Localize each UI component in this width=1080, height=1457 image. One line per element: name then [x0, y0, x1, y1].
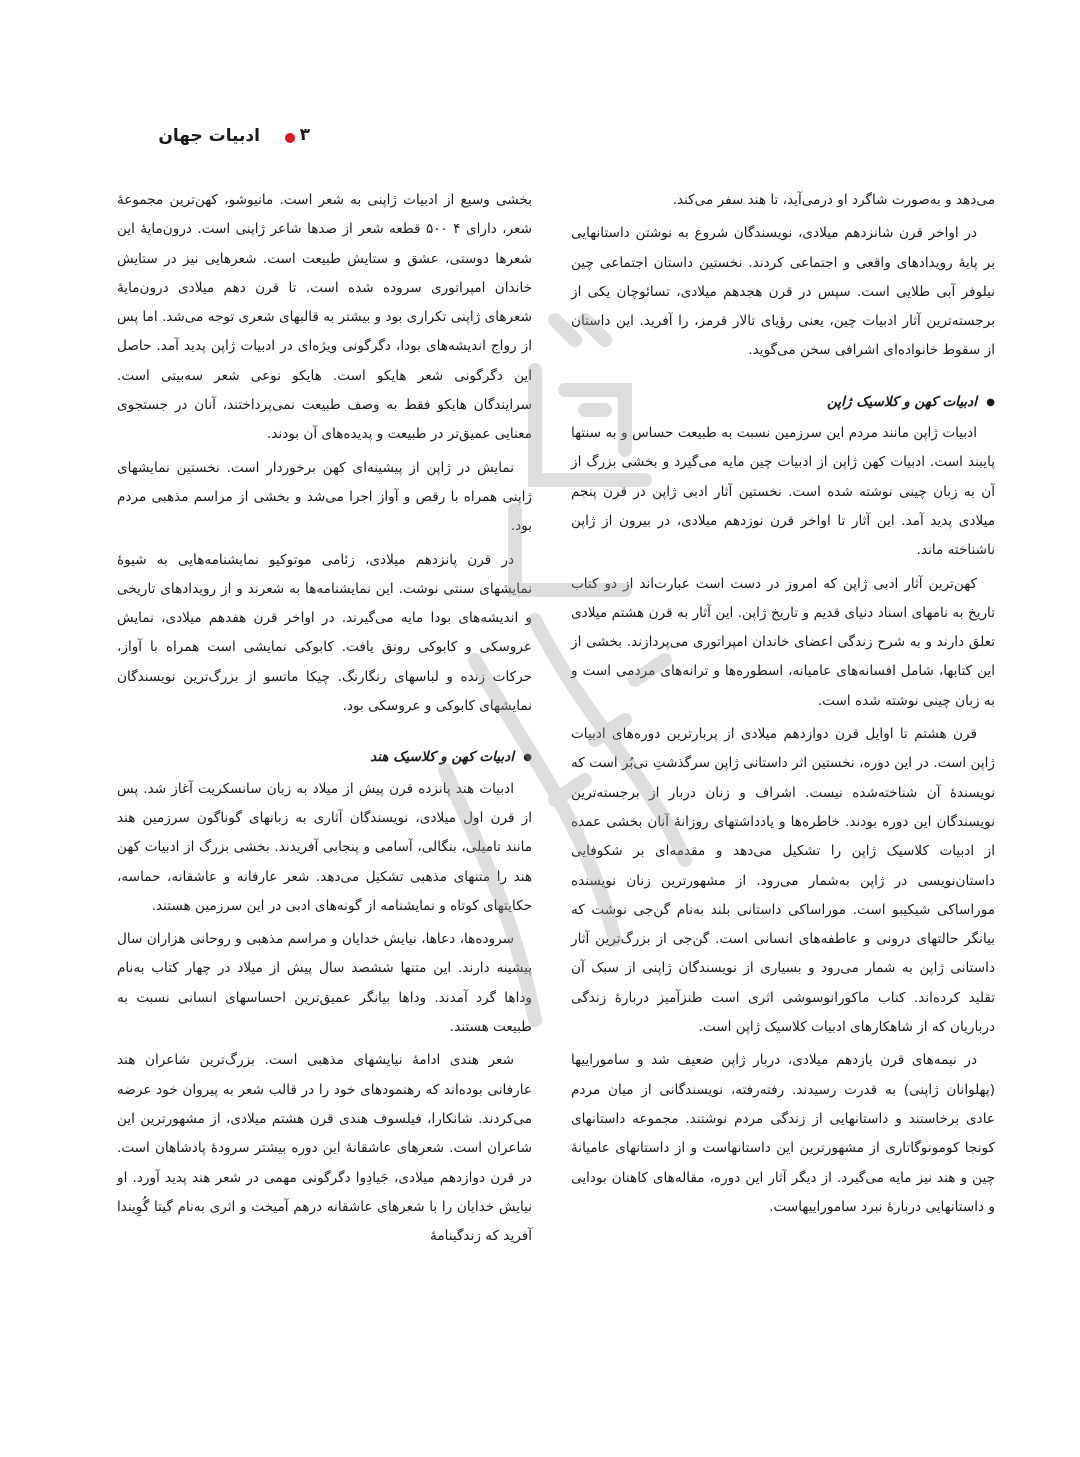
section-heading-japan: ● ادبیات کهن و کلاسیک ژاپن — [571, 388, 995, 417]
paragraph: کهن‌ترین آثار ادبی ژاپن که امروز در دست است عبارت‌اند از دو کتاب تاریخ به نامهای اسناد دنیای قدیم و تاریخ ژاپن. این آثار به قرن هشتم میلادی تعلق دارند و به شرح زندگی اعضای خاندان امپراتوری می‌پردازند. بخشی از این کتابها، شامل افسانه‌های عامیانه، اسطوره‌ها و ترانه‌های مردمی است و به زبان چینی نوشته شده است. — [571, 575, 995, 709]
paragraph: شعر هندی ادامهٔ نیایشهای مذهبی است. بزرگ‌ترین شاعران هند عارفانی بوده‌اند که رهنمودهای خود را در قالب شعر به پیروان خود عرضه می‌کردند. شانکارا، فیلسوف هندی قرن هشتم میلادی، از مشهورترین این شاعران است. شعرهای عاشقانهٔ این دوره بیشتر سرودهٔ پادشاهان است. در قرن دوازدهم میلادی، جَیادِوا دگرگونی مهمی در شعر هند پدید آورد. او نیایش خدایان را با شعرهای عاشقانه درهم آمیخت و اثری به‌نام گیتا گُوِیندا آفرید که زندگینامهٔ — [117, 1052, 532, 1245]
paragraph: در اواخر قرن شانزدهم میلادی، نویسندگان شروع به نوشتن داستانهایی بر پایهٔ رویدادهای واقعی و اجتماعی کردند. نخستین داستان اجتماعی چین نیلوفر آبی طلایی است. سپس در قرن هجدهم میلادی، تسائوچان یکی از برجسته‌ترین آثار ادبیات چین، یعنی رؤیای تالار قرمز، را آفرید. این داستان از سقوط خانواده‌ای اشرافی سخن می‌گوید. — [571, 225, 995, 359]
left-column — [117, 186, 532, 1255]
red-dot-icon — [285, 133, 295, 143]
paragraph: بخشی وسیع از ادبیات ژاپنی به شعر است. مانیوشو، کهن‌ترین مجموعهٔ شعر، دارای ۴ ۵۰۰ قطعه شعر از صدها شاعر ژاپنی است. درون‌مایهٔ این شعرها دوستی، عشق و ستایش طبیعت است. شعرهایی نیز در ستایش خاندان امپراتوری سروده شده است. تا قرن دهم میلادی درون‌مایهٔ شعرهای ژاپنی تکراری بود و بیشتر به قالبهای شعری توجه می‌شد. اما پس از رواج اندیشه‌های بودا، دگرگونی ویژه‌ای در ادبیات ژاپن پدید آمد. حاصل این دگرگونی شعر هایکو است. هایکو نوعی شعر سه‌بیتی است. سرایندگان هایکو فقط به وصف طبیعت نمی‌پرداختند، آنان در جستجوی معنایی عمیق‌تر در طبیعت و پدیده‌های آن بودند. — [117, 192, 532, 443]
paragraph: ادبیات هند پانزده قرن پیش از میلاد به زبان سانسکریت آغاز شد. پس از قرن اول میلادی، نویسندگان آثاری به زبانهای گوناگون سرزمین هند مانند تامیلی، بنگالی، آسامی و پنجابی آفریدند. بخشی بزرگ از ادبیات کهن هند را متنهای مذهبی تشکیل می‌دهد. شعر عارفانه و عاشقانه، حماسه، حکایتهای کوتاه و نمایشنامه از گونه‌های ادبی در این سرزمین هستند. — [117, 780, 532, 914]
paragraph: نمایش در ژاپن از پیشینه‌ای کهن برخوردار است. نخستین نمایشهای ژاپنی همراه با رقص و آواز اجرا می‌شد و بخشی از مراسم مذهبی مردم بود. — [117, 459, 532, 535]
paragraph: سروده‌ها، دعاها، نیایش خدایان و مراسم مذهبی و روحانی هزاران سال پیشینه دارند. این متنها ششصد سال پیش از میلاد در چهار کتاب به‌نام وداها گرد آمدند. وداها بیانگر عمیق‌ترین احساسهای انسانی نسبت به طبیعت هستند. — [117, 931, 532, 1036]
paragraph: قرن هشتم تا اوایل قرن دوازدهم میلادی از پربارترین دوره‌های ادبیات ژاپن است. در این دوره، نخستین اثر داستانی ژاپن سرگذشتِ نی‌بُر است که نویسندهٔ آن شناخته‌شده نیست. اشراف و زنان دربار از برجسته‌ترین نویسندگان این دوره بودند. خاطره‌ها و یادداشتهای روزانهٔ آنان بخشی عمده از ادبیات کلاسیک ژاپن را تشکیل می‌دهد و مقدمه‌ای بر شکوفایی داستان‌نویسی در ژاپن به‌شمار می‌رود. از مشهورترین زنان نویسنده موراساکی شیکیبو است. موراساکی داستانی بلند به‌نام گن‌جی نوشت که بیانگر حالتهای درونی و عاطفه‌های انسانی است. گن‌جی از بزرگ‌ترین آثار داستانی ژاپن به شمار می‌رود و بسیاری از نویسندگان ژاپنی از سبک آن تقلید کرده‌اند. کتاب ماکورانوسوشی اثری است طنزآمیز دربارهٔ زندگی درباریان که از شاهکارهای ادبیات کلاسیک ژاپن است. — [571, 726, 995, 1036]
paragraph: می‌دهد و به‌صورت شاگرد او درمی‌آید، تا هند سفر می‌کند. — [672, 192, 995, 208]
page-number: ۳ — [299, 125, 310, 145]
paragraph: در قرن پانزدهم میلادی، زئامی موتوکیو نمایشنامه‌هایی به شیوهٔ نمایشهای سنتی نوشت. این نمایشنامه‌ها به شعرند و از رویدادهای تاریخی و اندیشه‌های بودا مایه می‌گیرند. در اواخر قرن هفدهم میلادی، نمایش عروسکی و کابوکی رونق یافت. کابوکی نمایشی است همراه با آواز، حرکات زنده و لباسهای رنگارنگ. چیکا ماتسو از بزرگ‌ترین نویسندگان نمایشهای کابوکی و عروسکی بود. — [117, 551, 532, 715]
right-column — [571, 186, 995, 1226]
paragraph: در نیمه‌های قرن یازدهم میلادی، دربار ژاپن ضعیف شد و ساموراییها (پهلوانان ژاپنی) به قدرت رسیدند. رفته‌رفته، نویسندگانی از میان مردم عادی برخاستند و داستانهایی از زندگی مردم نوشتند. مجموعه داستانهای کونجا کومونوگاتاری از مشهورترین این داستانهاست و از داستانهای عامیانهٔ چین و هند نیز مایه می‌گیرد. از دیگر آثار این دوره، مقاله‌های کاهنان بودایی و داستانهایی دربارهٔ نبرد ساموراییهاست. — [571, 1052, 995, 1215]
section-heading-india: ● ادبیات کهن و کلاسیک هند — [117, 743, 532, 772]
page-header — [0, 122, 1080, 152]
running-title: ادبیات جهان — [158, 126, 260, 146]
paragraph: ادبیات ژاپن مانند مردم این سرزمین نسبت به طبیعت حساس و به سنتها پایبند است. ادبیات کهن ژاپن از ادبیات چین مایه می‌گیرد و بخشی بزرگ از آن به زبان چینی نوشته شده است. نخستین آثار ادبی ژاپن در قرن پنجم میلادی پدید آمد. این آثار تا اواخر قرن نوزدهم میلادی، در بیرون از ژاپن ناشناخته ماند. — [571, 425, 995, 559]
